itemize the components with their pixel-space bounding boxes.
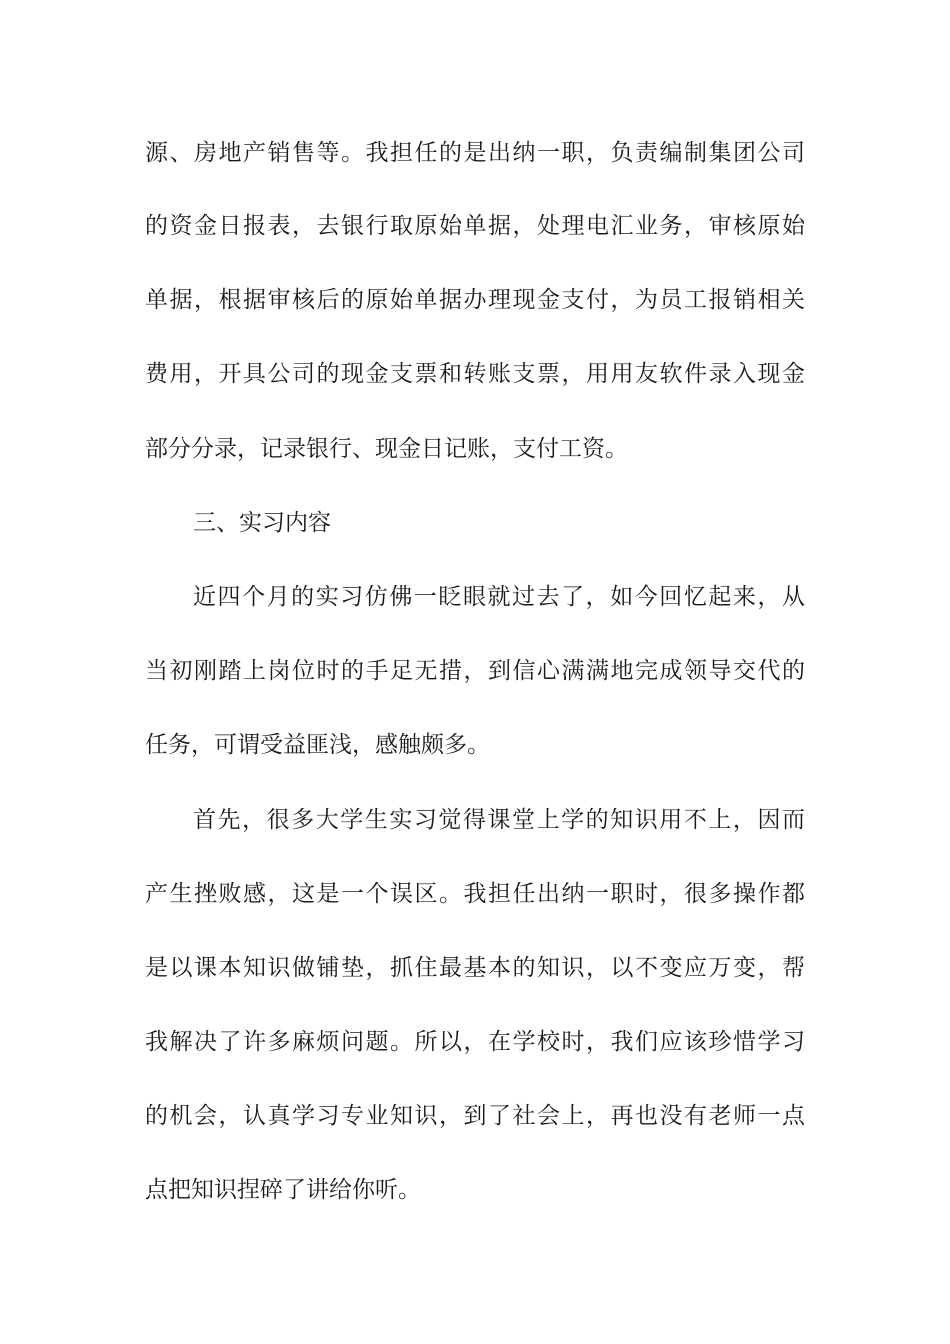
paragraph-line: 点把知识捏碎了讲给你听。 (145, 1177, 421, 1203)
paragraph-line: 的机会，认真学习专业知识，到了社会上，再也没有老师一点 (145, 1103, 805, 1129)
paragraph-line: 当初刚踏上岗位时的手足无措，到信心满满地完成领导交代的 (145, 658, 805, 684)
paragraph-line: 首先，很多大学生实习觉得课堂上学的知识用不上，因而 (193, 807, 805, 833)
paragraph-line: 的资金日报表，去银行取原始单据，处理电汇业务，审核原始 (145, 213, 805, 239)
section-heading: 三、实习内容 (193, 510, 331, 536)
paragraph-line: 源、房地产销售等。我担任的是出纳一职，负责编制集团公司 (145, 140, 805, 166)
paragraph-line: 我解决了许多麻烦问题。所以，在学校时，我们应该珍惜学习 (145, 1029, 805, 1055)
paragraph-line: 是以课本知识做铺垫，抓住最基本的知识，以不变应万变，帮 (145, 955, 805, 981)
paragraph-line: 部分分录，记录银行、现金日记账，支付工资。 (145, 436, 628, 462)
paragraph-line: 任务，可谓受益匪浅，感触颇多。 (145, 732, 490, 758)
paragraph-line: 近四个月的实习仿佛一眨眼就过去了，如今回忆起来，从 (193, 584, 805, 610)
paragraph-line: 产生挫败感，这是一个误区。我担任出纳一职时，很多操作都 (145, 881, 805, 907)
paragraph-line: 单据，根据审核后的原始单据办理现金支付，为员工报销相关 (145, 287, 805, 313)
paragraph-line: 费用，开具公司的现金支票和转账支票，用用友软件录入现金 (145, 361, 805, 387)
